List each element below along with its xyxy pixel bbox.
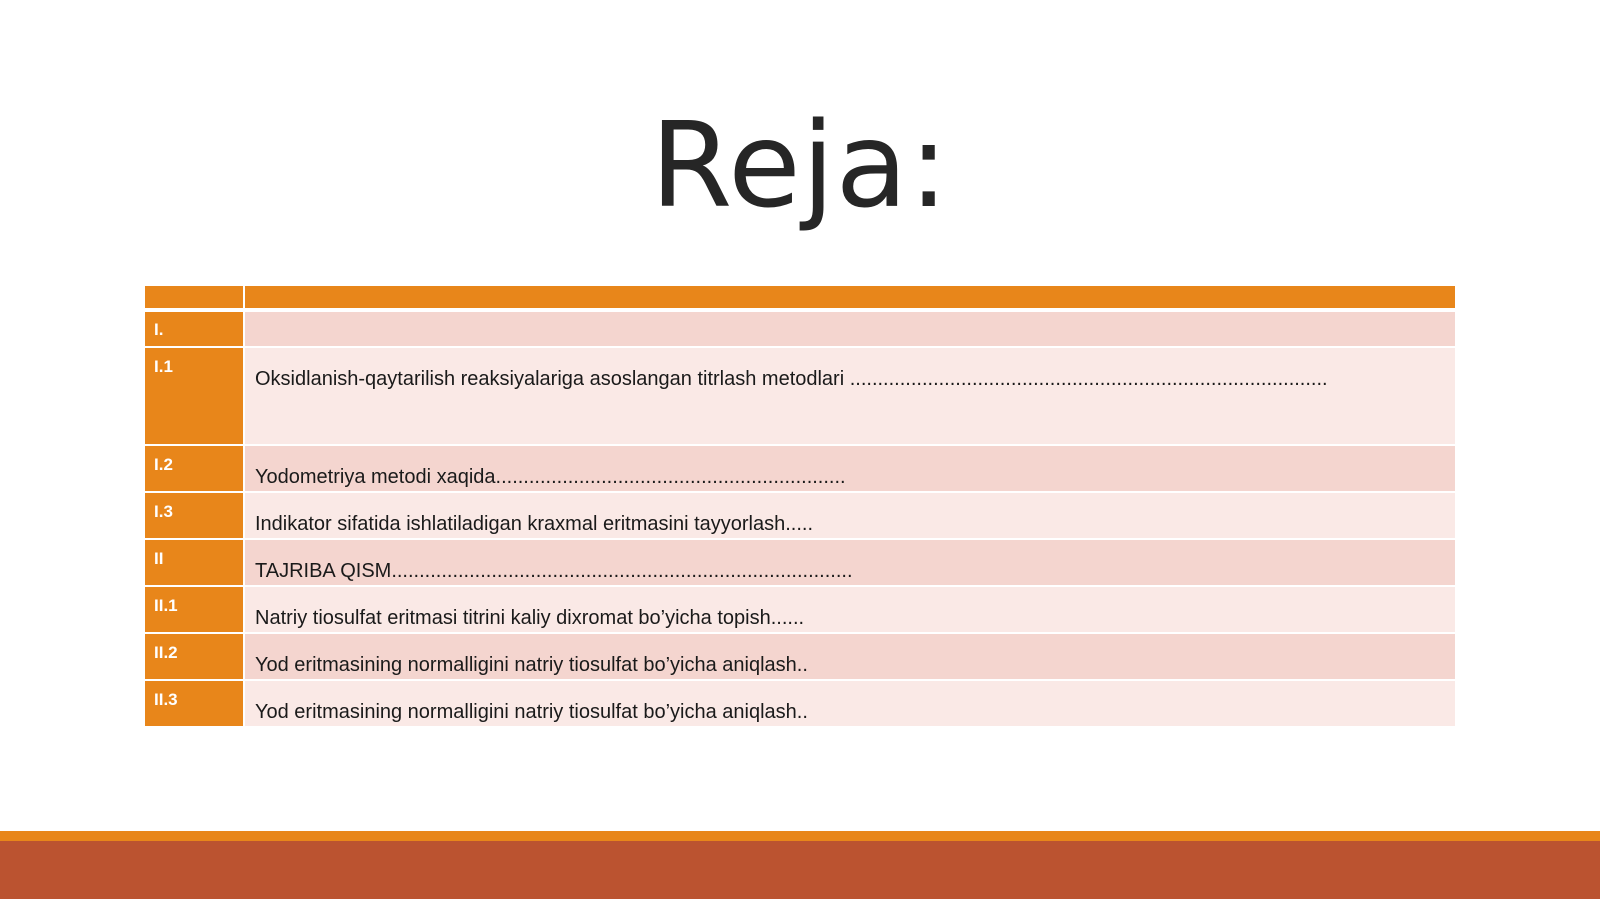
header-number-cell xyxy=(145,286,245,312)
row-text xyxy=(245,312,1455,348)
table-row xyxy=(145,587,1455,634)
row-number: II.1 xyxy=(145,587,245,634)
table-row xyxy=(145,348,1455,446)
table-row xyxy=(145,446,1455,493)
table-row xyxy=(145,681,1455,728)
table-row xyxy=(145,634,1455,681)
plan-table xyxy=(145,286,1455,728)
row-text: Yod eritmasining normalligini natriy tiosulfat bo’yicha aniqlash.. xyxy=(245,634,1455,681)
row-text: Indikator sifatida ishlatiladigan kraxmal eritmasini tayyorlash..... xyxy=(245,493,1455,540)
row-number: II.2 xyxy=(145,634,245,681)
row-number: II.3 xyxy=(145,681,245,728)
row-text: Yod eritmasining normalligini natriy tiosulfat bo’yicha aniqlash.. xyxy=(245,681,1455,728)
row-number: I.1 xyxy=(145,348,245,446)
row-number: II xyxy=(145,540,245,587)
row-text: Yodometriya metodi xaqida............................................................... xyxy=(245,446,1455,493)
row-number: I. xyxy=(145,312,245,348)
table-row xyxy=(145,312,1455,348)
footer-accent-stripe xyxy=(0,831,1600,841)
table-row xyxy=(145,540,1455,587)
row-number: I.3 xyxy=(145,493,245,540)
table-row xyxy=(145,493,1455,540)
table-header-row xyxy=(145,286,1455,312)
row-text: TAJRIBA QISM................................................................................... xyxy=(245,540,1455,587)
slide-title: Reja: xyxy=(650,96,950,234)
header-text-cell xyxy=(245,286,1455,312)
footer-band xyxy=(0,841,1600,899)
row-text: Oksidlanish-qaytarilish reaksiyalariga asoslangan titrlash metodlari ...................................................................................... xyxy=(245,348,1455,446)
row-text: Natriy tiosulfat eritmasi titrini kaliy dixromat bo’yicha topish...... xyxy=(245,587,1455,634)
row-number: I.2 xyxy=(145,446,245,493)
